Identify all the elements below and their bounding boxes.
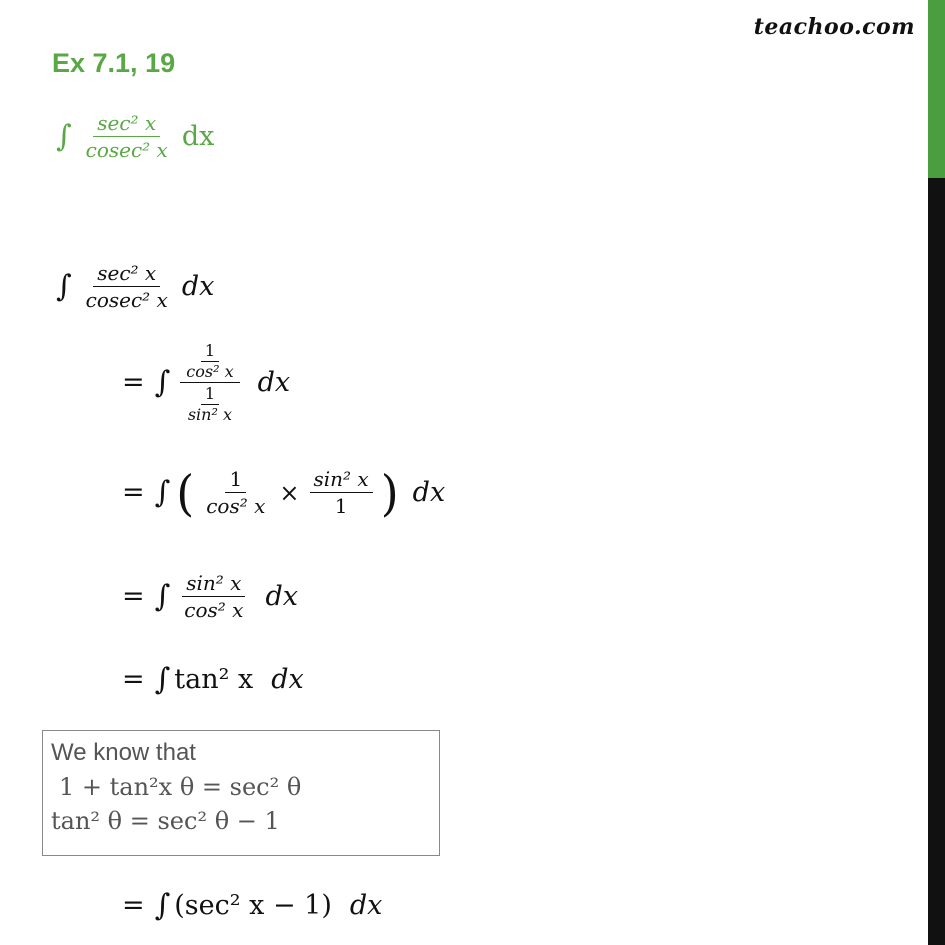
step-1-compound-fraction — [180, 342, 239, 423]
step-0-fraction — [82, 262, 172, 311]
step-1 — [122, 342, 290, 423]
step-3-fraction — [180, 572, 247, 621]
step-3-denominator: cos² x — [184, 598, 244, 622]
step-2-f2-den: 1 — [334, 494, 348, 518]
exercise-title: Ex 7.1, 19 — [52, 48, 176, 78]
right-paren: ) — [380, 464, 399, 521]
step-3-numerator: sin² x — [182, 572, 245, 597]
step-5-expression: (sec² x − 1) — [174, 890, 332, 921]
right-sidebar — [928, 0, 945, 945]
integral-sign: ∫ — [154, 888, 171, 923]
integral-sign: ∫ — [154, 475, 171, 510]
left-paren: ( — [176, 464, 195, 521]
step-2-dx: dx — [412, 477, 446, 508]
step-1-outer-numerator — [180, 342, 239, 383]
step-2-f1-den: cos² x — [206, 494, 266, 518]
step-0-numerator: sec² x — [93, 262, 160, 287]
note-identity-2: tan² θ = sec² θ − 1 — [51, 807, 280, 835]
step-1-inner-bot-num: 1 — [201, 385, 219, 405]
question-fraction — [82, 112, 172, 161]
step-1-inner-top-num: 1 — [201, 342, 219, 362]
step-1-inner-top-den: cos² x — [186, 361, 234, 381]
step-3-dx: dx — [265, 581, 298, 612]
step-4-expression: tan² x — [174, 664, 254, 695]
note-header: We know that — [51, 739, 196, 766]
step-4 — [122, 662, 304, 697]
step-5-dx: dx — [349, 890, 383, 921]
equals-sign: = — [122, 477, 145, 508]
step-5 — [122, 888, 382, 923]
step-0-dx: dx — [181, 271, 215, 302]
question-expression — [56, 112, 214, 161]
equals-sign: = — [122, 664, 145, 695]
step-1-inner-bot-den: sin² x — [187, 404, 232, 424]
integral-sign: ∫ — [154, 662, 171, 697]
question-denominator: cosec² x — [85, 138, 168, 162]
question-numerator: sec² x — [93, 112, 160, 137]
step-2-fraction-1 — [202, 468, 269, 517]
note-identity-1: 1 + tan²x θ = sec² θ — [59, 773, 302, 801]
step-4-dx: dx — [271, 664, 304, 695]
step-1-inner-bottom-fraction — [184, 385, 236, 423]
equals-sign: = — [122, 367, 145, 399]
integral-sign: ∫ — [154, 365, 171, 401]
brand-logo: teachoo.com — [753, 14, 915, 40]
integral-sign: ∫ — [154, 579, 171, 614]
integral-sign: ∫ — [56, 119, 72, 154]
step-2-f2-num: sin² x — [310, 468, 373, 493]
step-2-f1-num: 1 — [225, 468, 246, 493]
question-dx: dx — [181, 121, 215, 152]
step-0-denominator: cosec² x — [85, 288, 168, 312]
times-sign: × — [279, 478, 300, 507]
step-1-outer-denominator — [182, 383, 238, 423]
integral-sign: ∫ — [56, 269, 72, 304]
equals-sign: = — [122, 890, 145, 921]
step-2-fraction-2 — [310, 468, 373, 517]
step-1-inner-top-fraction — [182, 342, 237, 380]
equals-sign: = — [122, 581, 145, 612]
step-2 — [122, 464, 446, 521]
note-box — [42, 730, 440, 856]
sidebar-accent — [928, 0, 945, 178]
step-0 — [56, 262, 214, 311]
step-3 — [122, 572, 298, 621]
step-1-dx: dx — [257, 367, 291, 399]
